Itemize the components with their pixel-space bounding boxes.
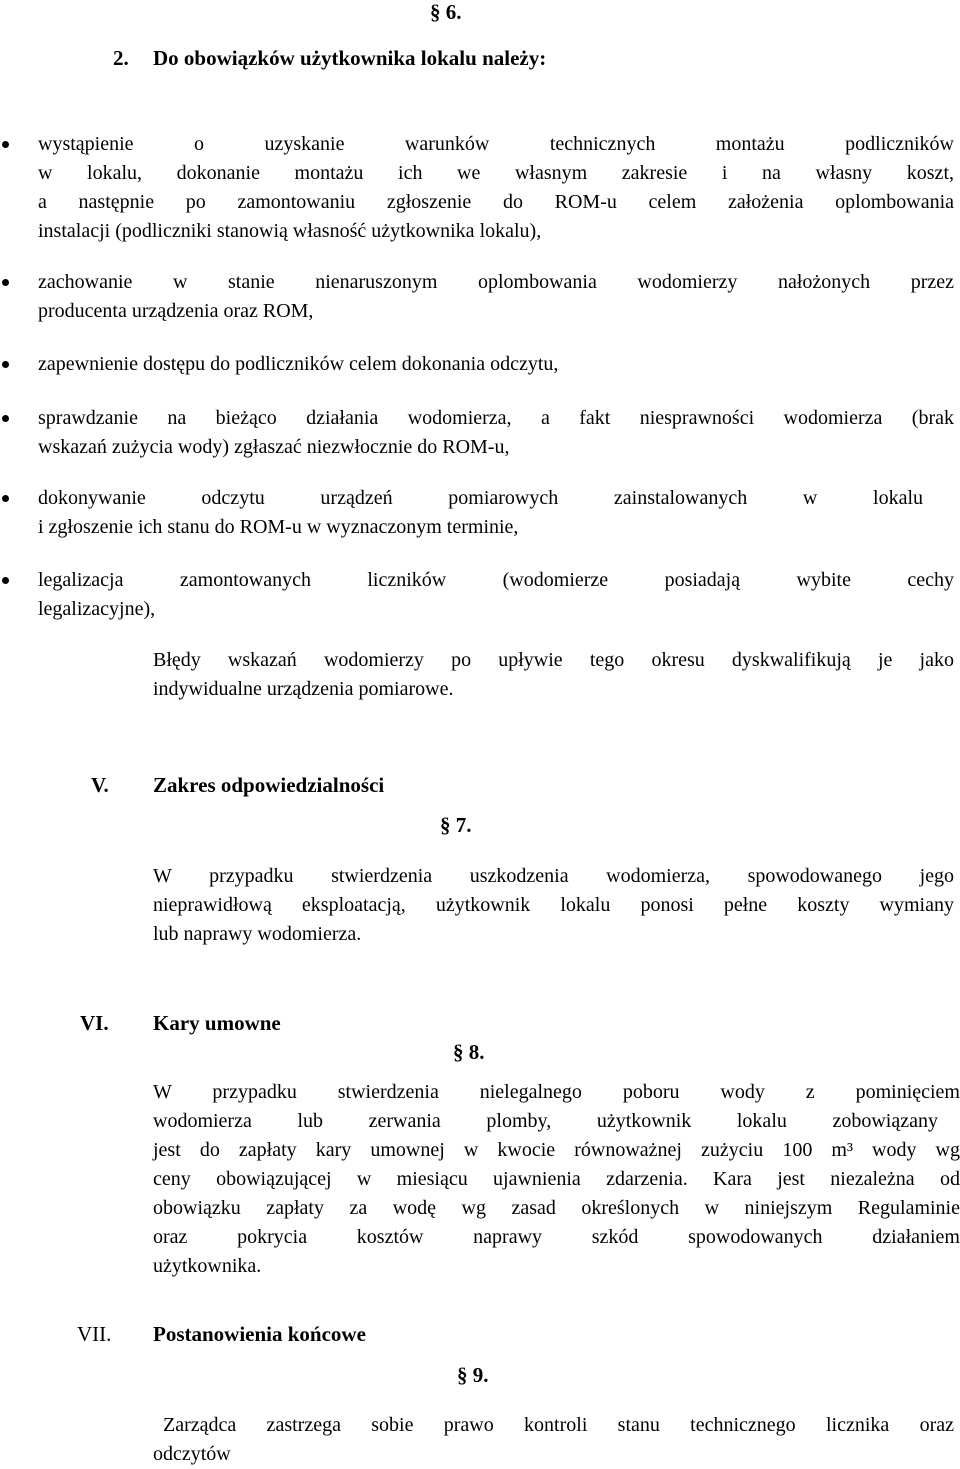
paragraph-8-line: W przypadku stwierdzenia nielegalnego poboru wody z pominięciem xyxy=(153,1081,960,1103)
paragraph-7-line: W przypadku stwierdzenia uszkodzenia wodomierza, spowodowanego jego xyxy=(153,865,954,887)
obligation-last-line: i zgłoszenie ich stanu do ROM-u w wyznaczonym terminie, xyxy=(38,516,519,538)
obligation-line: wystąpienie o uzyskanie warunków technicznych montażu podliczników xyxy=(38,133,954,155)
obligation-item xyxy=(38,404,954,462)
obligation-item xyxy=(38,130,954,246)
paragraph-8-line: oraz pokrycia kosztów naprawy szkód spowodowanych działaniem xyxy=(153,1226,960,1248)
obligation-line: sprawdzanie na bieżąco działania wodomierza, a fakt niesprawności wodomierza (brak xyxy=(38,407,954,429)
paragraph-9-mark: § 9. xyxy=(457,1363,489,1387)
obligation-item xyxy=(38,484,954,542)
item-2-number: 2. xyxy=(113,46,129,70)
paragraph-8-last-line: użytkownika. xyxy=(153,1255,262,1277)
obligation-line: a następnie po zamontowaniu zgłoszenie do ROM-u celem założenia oplombowania xyxy=(38,191,954,213)
paragraph-9-text xyxy=(153,1411,954,1469)
item-2-heading: Do obowiązków użytkownika lokalu należy: xyxy=(153,46,547,70)
obligation-last-line: instalacji (podliczniki stanowią własność użytkownika lokalu), xyxy=(38,220,542,242)
bullet-dot xyxy=(2,279,9,286)
obligation-line: w lokalu, dokonanie montażu ich we własnym zakresie i na własny koszt, xyxy=(38,162,954,184)
section-7-title: Postanowienia końcowe xyxy=(153,1322,366,1346)
obligation-item xyxy=(38,350,954,379)
note-line: Błędy wskazań wodomierzy po upływie tego okresu dyskwalifikują je jako xyxy=(153,649,954,671)
paragraph-8-line: ceny obowiązującej w miesiącu ujawnienia zdarzenia. Kara jest niezależna od xyxy=(153,1168,960,1190)
bullet-dot xyxy=(2,141,9,148)
paragraph-7-last-line: lub naprawy wodomierza. xyxy=(153,923,362,945)
section-6-number: VI. xyxy=(80,1011,109,1035)
paragraph-9-last-line: odczytów xyxy=(153,1443,231,1465)
paragraph-7-text xyxy=(153,862,954,949)
note-last-line: indywidualne urządzenia pomiarowe. xyxy=(153,678,454,700)
bullet-dot xyxy=(2,495,9,502)
obligation-last-line: legalizacyjne), xyxy=(38,598,156,620)
obligation-line: dokonywanie odczytu urządzeń pomiarowych zainstalowanych w lokalu xyxy=(38,487,923,509)
bullet-dot xyxy=(2,415,9,422)
obligation-line: zachowanie w stanie nienaruszonym oplombowania wodomierzy nałożonych przez xyxy=(38,271,954,293)
section-5-title: Zakres odpowiedzialności xyxy=(153,773,385,797)
obligation-last-line: producenta urządzenia oraz ROM, xyxy=(38,300,314,322)
paragraph-7-mark: § 7. xyxy=(440,813,472,837)
section-5-number: V. xyxy=(91,773,109,797)
note-paragraph xyxy=(153,646,954,704)
paragraph-9-line: Zarządca zastrzega sobie prawo kontroli stanu technicznego licznika oraz xyxy=(163,1414,954,1436)
paragraph-8-text xyxy=(153,1078,960,1281)
section-6-title: Kary umowne xyxy=(153,1011,281,1035)
paragraph-8-line: jest do zapłaty kary umownej w kwocie równoważnej zużyciu 100 m³ wody wg xyxy=(153,1139,960,1161)
paragraph-8-line: wodomierza lub zerwania plomby, użytkownik lokalu zobowiązany xyxy=(153,1110,938,1132)
section-7-number: VII. xyxy=(77,1322,112,1346)
paragraph-8-line: obowiązku zapłaty za wodę wg zasad określonych w niniejszym Regulaminie xyxy=(153,1197,960,1219)
paragraph-8-mark: § 8. xyxy=(453,1040,485,1064)
obligation-line: legalizacja zamontowanych liczników (wodomierze posiadają wybite cechy xyxy=(38,569,954,591)
obligation-last-line: zapewnienie dostępu do podliczników celem dokonania odczytu, xyxy=(38,353,559,375)
obligation-last-line: wskazań zużycia wody) zgłaszać niezwłocznie do ROM-u, xyxy=(38,436,510,458)
paragraph-7-line: nieprawidłową eksploatacją, użytkownik lokalu ponosi pełne koszty wymiany xyxy=(153,894,954,916)
paragraph-6-mark: § 6. xyxy=(430,0,462,24)
obligation-item xyxy=(38,268,954,326)
obligation-item xyxy=(38,566,954,624)
bullet-dot xyxy=(2,361,9,368)
bullet-dot xyxy=(2,577,9,584)
